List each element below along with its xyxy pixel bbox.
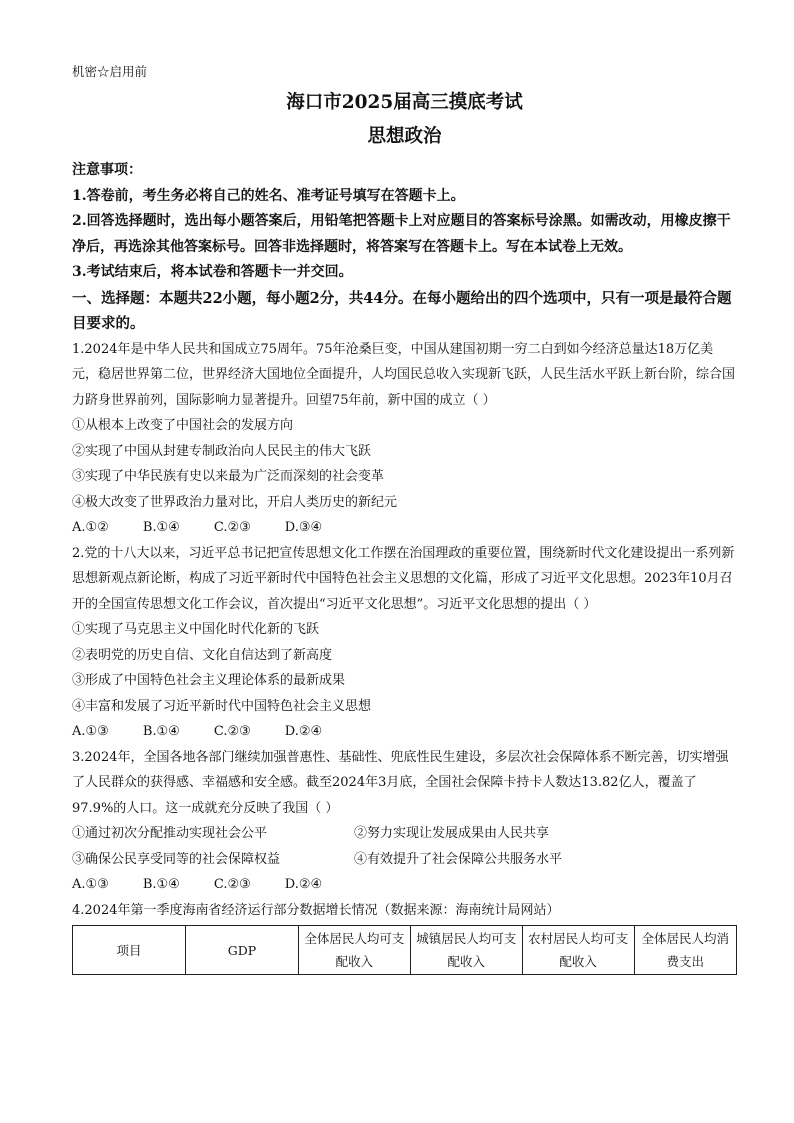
question-3 xyxy=(72,745,737,898)
data-table xyxy=(72,925,737,975)
statement: ①通过初次分配推动实现社会公平 xyxy=(72,826,268,841)
question-stem: 3.2024年，全国各地各部门继续加强普惠性、基础性、兜底性民生建设，多层次社会保障体系不断完善，切实增强了人民群众的获得感、幸福感和安全感。截至2024年3月底，全国社会保障卡持卡人数达13.82亿人，覆盖了97.9%的人口。这一成就充分反映了我国（ ） xyxy=(72,749,729,816)
answer-options xyxy=(72,872,737,898)
exam-page xyxy=(72,60,737,975)
option-a: A.①② xyxy=(72,520,109,535)
answer-options xyxy=(72,515,737,541)
statement: ③确保公民享受同等的社会保障权益 xyxy=(72,851,281,867)
subject-title: 思想政治 xyxy=(367,126,442,147)
option-b: B.①④ xyxy=(142,520,180,535)
statement: ③形成了中国特色社会主义理论体系的最新成果 xyxy=(72,673,346,688)
statement: ③实现了中华民族有史以来最为广泛而深刻的社会变革 xyxy=(72,469,385,484)
table-header-row xyxy=(73,926,737,975)
option-b: B.①④ xyxy=(142,724,180,739)
statement: ②表明党的历史自信、文化自信达到了新高度 xyxy=(72,647,333,663)
option-a: A.①③ xyxy=(72,877,109,892)
option-b: B.①④ xyxy=(142,877,180,892)
option-d: D.②④ xyxy=(284,724,323,739)
question-2 xyxy=(72,541,737,745)
notes-heading: 注意事项： xyxy=(72,162,142,178)
option-a: A.①③ xyxy=(72,724,109,739)
table-header-cell: 全体居民人均消费支出 xyxy=(634,926,736,975)
statement-row xyxy=(72,847,737,873)
section-heading: 一、选择题：本题共22小题，每小题2分，共44分。在每小题给出的四个选项中，只有一项是最符合题目要求的。 xyxy=(72,289,732,332)
answer-options xyxy=(72,719,737,745)
statement: ④丰富和发展了习近平新时代中国特色社会主义思想 xyxy=(72,698,372,714)
question-4 xyxy=(72,898,737,976)
statement: ①从根本上改变了中国社会的发展方向 xyxy=(72,418,294,433)
exam-title: 海口市2025届高三摸底考试 xyxy=(286,92,523,113)
table-header-cell: 城镇居民人均可支配收入 xyxy=(410,926,522,975)
statement-row xyxy=(72,821,737,847)
table-header-cell: GDP xyxy=(186,926,299,975)
question-stem: 1.2024年是中华人民共和国成立75周年。75年沧桑巨变，中国从建国初期一穷二白到如今经济总量达18万亿美元，稳居世界第二位，世界经济大国地位全面提升，人均国民总收入实现新飞跃，人民生活水平跃上新台阶，综合国力跻身世界前列，国际影响力显著提升。回望75年前，新中国的成立（ ） xyxy=(72,341,736,408)
question-stem: 2.党的十八大以来，习近平总书记把宣传思想文化工作摆在治国理政的重要位置，围绕新时代文化建设提出一系列新思想新观点新论断，构成了习近平新时代中国特色社会主义思想的文化篇，形成了习近平文化思想。2023年10月召开的全国宣传思想文化工作会议，首次提出“习近平文化思想”。习近平文化思想的提出（ ） xyxy=(72,545,735,612)
notes-block xyxy=(72,158,737,286)
table-header-cell: 项目 xyxy=(73,926,186,975)
note-item: 3.考试结束后，将本试卷和答题卡一并交回。 xyxy=(72,264,353,280)
confidential-label: 机密☆启用前 xyxy=(72,64,148,79)
statement: ①实现了马克思主义中国化时代化新的飞跃 xyxy=(72,622,320,637)
statement: ④有效提升了社会保障公共服务水平 xyxy=(354,851,563,867)
option-d: D.②④ xyxy=(284,877,323,892)
statement: ④极大改变了世界政治力量对比，开启人类历史的新纪元 xyxy=(72,494,398,510)
statement: ②努力实现让发展成果由人民共享 xyxy=(354,826,550,841)
table-header-cell: 全体居民人均可支配收入 xyxy=(299,926,411,975)
option-c: C.②③ xyxy=(213,520,251,535)
option-c: C.②③ xyxy=(213,724,251,739)
note-item: 1.答卷前，考生务必将自己的姓名、准考证号填写在答题卡上。 xyxy=(72,187,465,204)
question-stem: 4.2024年第一季度海南省经济运行部分数据增长情况（数据来源：海南统计局网站） xyxy=(72,902,560,918)
question-1 xyxy=(72,337,737,541)
option-d: D.③④ xyxy=(284,520,323,535)
note-item: 2.回答选择题时，选出每小题答案后，用铅笔把答题卡上对应题目的答案标号涂黑。如需改动，用橡皮擦干净后，再选涂其他答案标号。回答非选择题时，将答案写在答题卡上。写在本试卷上无效。 xyxy=(72,213,731,255)
option-c: C.②③ xyxy=(213,877,251,892)
statement: ②实现了中国从封建专制政治向人民民主的伟大飞跃 xyxy=(72,443,372,459)
table-header-cell: 农村居民人均可支配收入 xyxy=(522,926,634,975)
